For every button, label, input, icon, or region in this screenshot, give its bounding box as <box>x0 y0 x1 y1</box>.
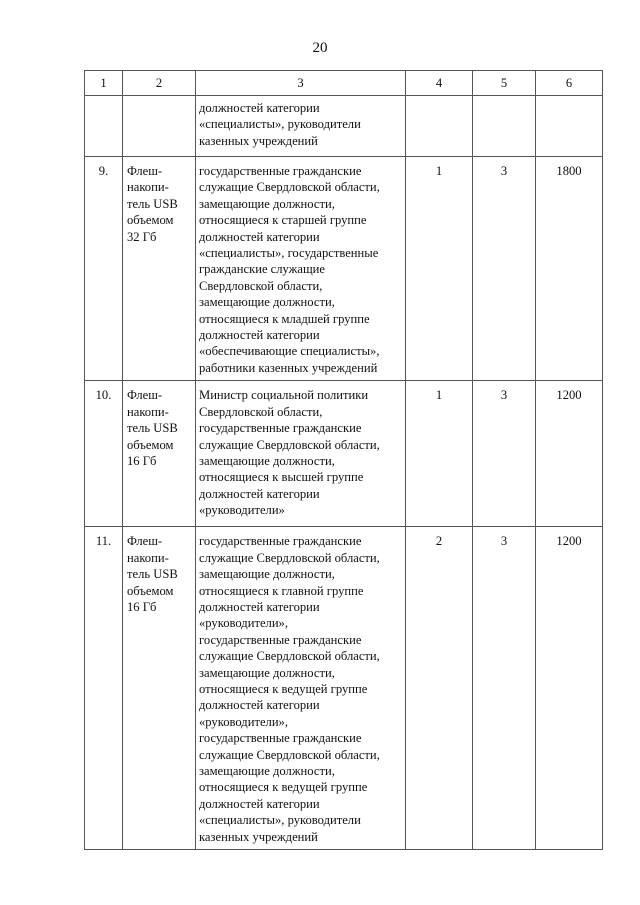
description-line: должностей категории <box>199 486 320 501</box>
cell-description <box>196 96 406 157</box>
description-line: государственные гражданские <box>199 731 362 746</box>
description-line: казенных учреждений <box>199 829 318 844</box>
cell-description <box>196 157 406 381</box>
table-row <box>85 157 603 381</box>
table-row <box>85 527 603 850</box>
description-line: государственные гражданские <box>199 421 362 436</box>
item-name-line: тель USB <box>127 567 178 582</box>
description-line: служащие Свердловской области, <box>199 649 380 664</box>
description-line: должностей категории <box>199 796 320 811</box>
description-line: «руководители», <box>199 616 289 631</box>
cell-empty <box>473 96 536 157</box>
description-line: относящиеся к ведущей группе <box>199 681 368 696</box>
cell-empty <box>536 96 603 157</box>
item-name-line: Флеш- <box>127 534 163 549</box>
cell-empty <box>123 96 196 157</box>
header-col-4: 4 <box>406 71 473 96</box>
description-line: «руководители» <box>199 503 285 518</box>
description-line: «специалисты», руководители <box>199 813 361 828</box>
item-name-line: накопи- <box>127 404 169 419</box>
cell-col6-value: 1800 <box>536 157 603 381</box>
item-name-line: 16 Гб <box>127 453 157 468</box>
description-line: «руководители», <box>199 714 289 729</box>
table-row <box>85 381 603 527</box>
item-name-line: накопи- <box>127 180 169 195</box>
cell-empty <box>406 96 473 157</box>
description-line: служащие Свердловской области, <box>199 550 380 565</box>
description-line: должностей категории <box>199 698 320 713</box>
description-line: должностей категории <box>199 229 320 244</box>
description-line: замещающие должности, <box>199 763 335 778</box>
cell-item-name <box>123 157 196 381</box>
description-line: государственные гражданские <box>199 534 362 549</box>
description-line: должностей категории <box>199 328 320 343</box>
description-line: служащие Свердловской области, <box>199 180 380 195</box>
item-name-line: 32 Гб <box>127 229 157 244</box>
description-line: гражданские служащие <box>199 262 325 277</box>
description-line: замещающие должности, <box>199 196 335 211</box>
item-name-line: тель USB <box>127 421 178 436</box>
item-name-line: тель USB <box>127 196 178 211</box>
cell-description <box>196 527 406 850</box>
cell-empty <box>85 96 123 157</box>
table-header-row <box>85 71 603 96</box>
cell-col6-value: 1200 <box>536 527 603 850</box>
description-line: «специалисты», государственные <box>199 246 379 261</box>
description-line: служащие Свердловской области, <box>199 747 380 762</box>
description-line: замещающие должности, <box>199 567 335 582</box>
cell-col4-value: 2 <box>406 527 473 850</box>
description-line: служащие Свердловской области, <box>199 437 380 452</box>
cell-col5-value: 3 <box>473 527 536 850</box>
cell-col5-value: 3 <box>473 381 536 527</box>
item-name-line: Флеш- <box>127 164 163 178</box>
description-line: относящиеся к младшей группе <box>199 311 370 326</box>
equipment-norms-table <box>84 70 603 850</box>
header-col-3: 3 <box>196 71 406 96</box>
page-number: 20 <box>312 40 328 56</box>
cell-col4-value: 1 <box>406 157 473 381</box>
description-line: государственные гражданские <box>199 164 362 178</box>
item-name-line: 16 Гб <box>127 599 157 614</box>
header-col-6: 6 <box>536 71 603 96</box>
item-name-line: объемом <box>127 437 174 452</box>
item-name-line: объемом <box>127 213 174 228</box>
description-line: замещающие должности, <box>199 295 335 310</box>
cell-col6-value: 1200 <box>536 381 603 527</box>
description-line: «обеспечивающие специалисты», <box>199 344 380 359</box>
table-row-continuation <box>85 96 603 157</box>
cell-row-number: 11. <box>85 527 123 850</box>
description-line: Свердловской области, <box>199 278 323 293</box>
description-line: относящиеся к высшей группе <box>199 470 364 485</box>
header-col-5: 5 <box>473 71 536 96</box>
description-line: относящиеся к ведущей группе <box>199 780 368 795</box>
description-line: Министр социальной политики <box>199 388 369 403</box>
cell-item-name <box>123 527 196 850</box>
description-line: государственные гражданские <box>199 632 362 647</box>
description-line: Свердловской области, <box>199 404 323 419</box>
item-name-line: Флеш- <box>127 388 163 403</box>
cell-item-name <box>123 381 196 527</box>
item-name-line: объемом <box>127 583 174 598</box>
cell-col5-value: 3 <box>473 157 536 381</box>
description-line: «специалисты», руководители <box>199 117 361 132</box>
description-line: должностей категории <box>199 599 320 614</box>
item-name-line: накопи- <box>127 550 169 565</box>
cell-col4-value: 1 <box>406 381 473 527</box>
description-line: относящиеся к старшей группе <box>199 213 367 228</box>
description-line: замещающие должности, <box>199 665 335 680</box>
description-line: относящиеся к главной группе <box>199 583 364 598</box>
cell-description <box>196 381 406 527</box>
header-col-2: 2 <box>123 71 196 96</box>
description-line: казенных учреждений <box>199 133 318 148</box>
cell-row-number: 9. <box>85 157 123 381</box>
cell-row-number: 10. <box>85 381 123 527</box>
description-line: должностей категории <box>199 101 320 115</box>
header-col-1: 1 <box>85 71 123 96</box>
description-line: работники казенных учреждений <box>199 360 378 375</box>
description-line: замещающие должности, <box>199 453 335 468</box>
